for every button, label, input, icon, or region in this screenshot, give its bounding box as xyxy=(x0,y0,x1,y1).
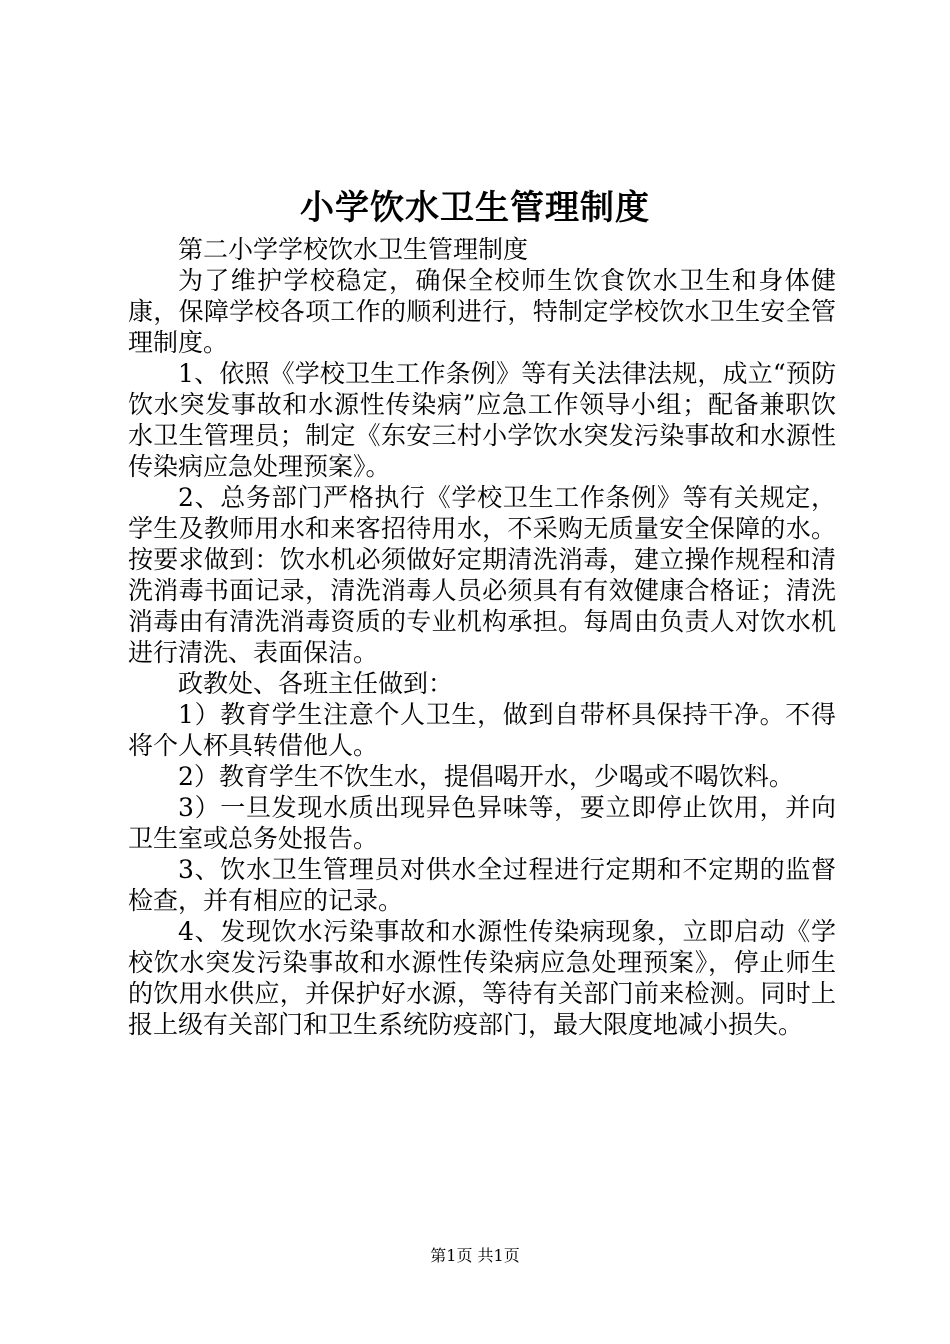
paragraph-item-1: 1、依照《学校卫生工作条例》等有关法律法规，成立“预防饮水突发事故和水源性传染病”应急工作领导小组；配备兼职饮水卫生管理员；制定《东安三村小学饮水突发污染事故和水源性传染病应急处理预案》。 xyxy=(128,359,836,481)
paragraph-section-heading: 政教处、各班主任做到： xyxy=(178,669,454,698)
paragraph-subitem-3: 3）一旦发现水质出现异色异味等，要立即停止饮用，并向卫生室或总务处报告。 xyxy=(128,793,836,853)
paragraph-item-2: 2、总务部门严格执行《学校卫生工作条例》等有关规定，学生及教师用水和来客招待用水，不采购无质量安全保障的水。按要求做到：饮水机必须做好定期清洗消毒，建立操作规程和清洗消毒书面记录，清洗消毒人员必须具有有效健康合格证；清洗消毒由有清洗消毒资质的专业机构承担。每周由负责人对饮水机进行清洗、表面保洁。 xyxy=(128,483,836,667)
paragraph-subitem-2: 2）教育学生不饮生水，提倡喝开水，少喝或不喝饮料。 xyxy=(178,762,794,791)
paragraph-subitem-1: 1）教育学生注意个人卫生，做到自带杯具保持干净。不得将个人杯具转借他人。 xyxy=(128,700,836,760)
document-title: 小学饮水卫生管理制度 xyxy=(300,188,650,228)
paragraph-item-3: 3、饮水卫生管理员对供水全过程进行定期和不定期的监督检查，并有相应的记录。 xyxy=(128,855,836,915)
document-body xyxy=(128,234,836,1040)
paragraph-item-4: 4、发现饮水污染事故和水源性传染病现象，立即启动《学校饮水突发污染事故和水源性传染病应急处理预案》，停止师生的饮用水供应，并保护好水源，等待有关部门前来检测。同时上报上级有关部门和卫生系统防疫部门，最大限度地减小损失。 xyxy=(128,917,836,1039)
paragraph-subtitle: 第二小学学校饮水卫生管理制度 xyxy=(178,235,529,264)
paragraph-intro: 为了维护学校稳定，确保全校师生饮食饮水卫生和身体健康，保障学校各项工作的顺利进行，特制定学校饮水卫生安全管理制度。 xyxy=(128,266,836,357)
page-number-footer: 第1页 共1页 xyxy=(430,1246,520,1265)
